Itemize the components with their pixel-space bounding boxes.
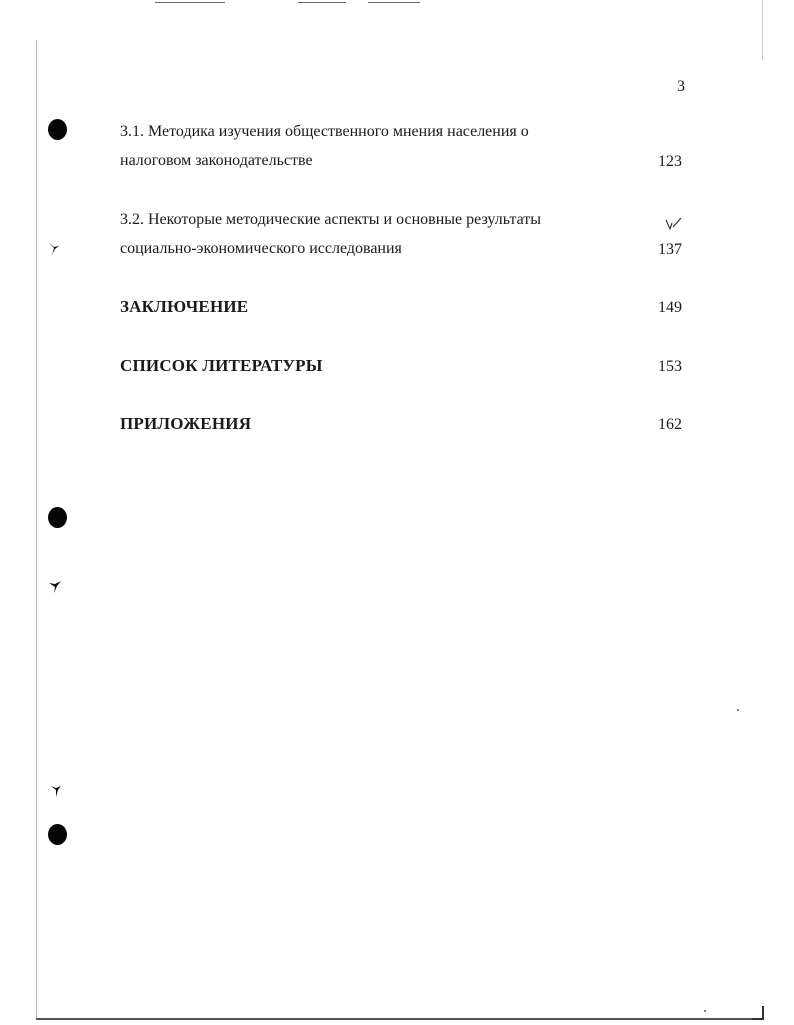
toc-entry-conclusion-page: 149 bbox=[658, 299, 682, 316]
staple-mark-icon bbox=[48, 782, 64, 798]
toc-entry-conclusion: ЗАКЛЮЧЕНИЕ bbox=[120, 297, 249, 316]
toc-entry-references-page: 153 bbox=[658, 358, 682, 375]
scan-dot bbox=[704, 1010, 706, 1012]
toc-entry-references: СПИСОК ЛИТЕРАТУРЫ bbox=[120, 356, 323, 375]
scan-artifact-line bbox=[155, 2, 225, 3]
toc-entry-appendices-page: 162 bbox=[658, 416, 682, 433]
toc-entry-3-2-line2: социально-экономического исследования bbox=[120, 240, 402, 257]
page-left-edge bbox=[36, 40, 37, 1020]
toc-entry-appendices: ПРИЛОЖЕНИЯ bbox=[120, 414, 252, 433]
corner-mark bbox=[752, 1006, 764, 1020]
page-bottom-edge bbox=[36, 1018, 756, 1020]
toc-entry-3-2-line1: 3.2. Некоторые методические аспекты и основные результаты bbox=[120, 211, 542, 228]
scan-dot bbox=[737, 709, 739, 711]
handwritten-check-icon bbox=[664, 216, 684, 232]
toc-entry-3-1-line2: налоговом законодательстве bbox=[120, 152, 313, 169]
toc-entry-3-2-page: 137 bbox=[658, 241, 682, 258]
punch-hole-icon bbox=[48, 507, 67, 528]
toc-entry-3-1-page: 123 bbox=[658, 153, 682, 170]
staple-mark-icon bbox=[46, 240, 62, 256]
punch-hole-icon bbox=[48, 824, 67, 845]
punch-hole-icon bbox=[48, 119, 67, 140]
toc-entry-3-1-line1: 3.1. Методика изучения общественного мнения населения о bbox=[120, 123, 529, 140]
scan-artifact-line bbox=[298, 2, 346, 3]
page-right-edge bbox=[762, 0, 763, 60]
staple-mark-icon bbox=[47, 578, 63, 594]
page-number: 3 bbox=[677, 78, 685, 95]
scan-artifact-line bbox=[368, 2, 420, 3]
